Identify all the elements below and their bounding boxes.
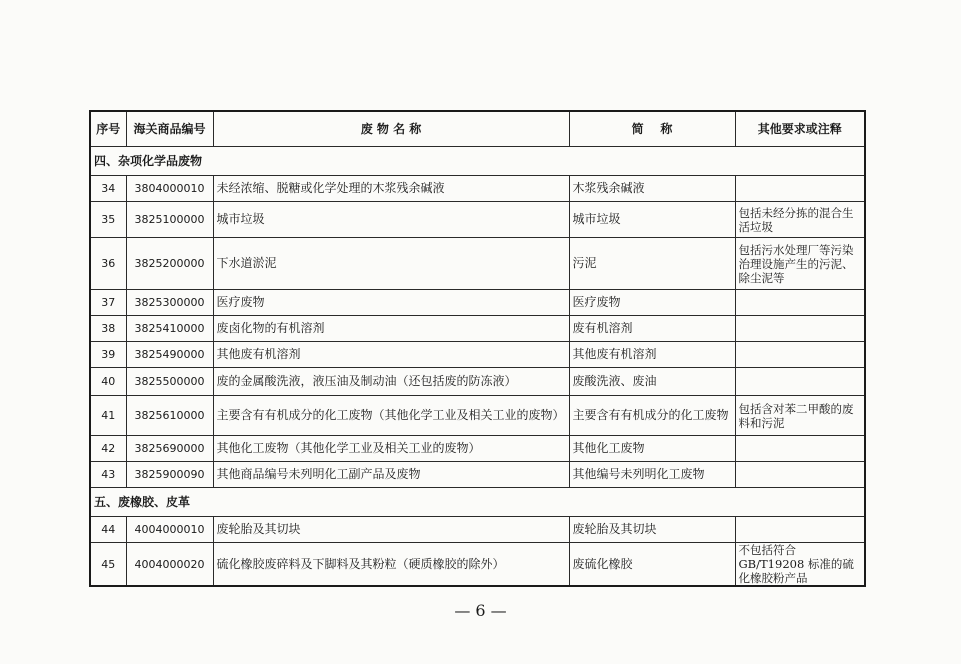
row-number: 44 bbox=[90, 517, 126, 543]
header-note: 其他要求或注释 bbox=[735, 111, 865, 147]
note-cell bbox=[735, 368, 865, 396]
note-cell: 包括污水处理厂等污染治理设施产生的污泥、除尘泥等 bbox=[735, 238, 865, 290]
table-row bbox=[90, 543, 865, 587]
table-row bbox=[90, 238, 865, 290]
note-cell bbox=[735, 517, 865, 543]
row-number: 38 bbox=[90, 316, 126, 342]
table-row bbox=[90, 462, 865, 488]
short-name: 废有机溶剂 bbox=[569, 316, 735, 342]
customs-code: 3804000010 bbox=[126, 176, 213, 202]
customs-code: 3825410000 bbox=[126, 316, 213, 342]
table-row bbox=[90, 396, 865, 436]
table-body bbox=[90, 147, 865, 587]
waste-name: 其他废有机溶剂 bbox=[213, 342, 569, 368]
table-row bbox=[90, 342, 865, 368]
row-number: 39 bbox=[90, 342, 126, 368]
short-name: 其他废有机溶剂 bbox=[569, 342, 735, 368]
customs-code: 3825490000 bbox=[126, 342, 213, 368]
header-code: 海关商品编号 bbox=[126, 111, 213, 147]
row-number: 37 bbox=[90, 290, 126, 316]
waste-name: 其他化工废物（其他化学工业及相关工业的废物） bbox=[213, 436, 569, 462]
short-name: 污泥 bbox=[569, 238, 735, 290]
table-header-row bbox=[90, 111, 865, 147]
customs-code: 3825300000 bbox=[126, 290, 213, 316]
table-row bbox=[90, 176, 865, 202]
row-number: 34 bbox=[90, 176, 126, 202]
section-title: 五、废橡胶、皮革 bbox=[90, 488, 865, 517]
note-cell: 不包括符合 GB/T19208 标准的硫化橡胶粉产品 bbox=[735, 543, 865, 587]
note-cell bbox=[735, 290, 865, 316]
short-name: 其他编号未列明化工废物 bbox=[569, 462, 735, 488]
table-row bbox=[90, 436, 865, 462]
short-name: 其他化工废物 bbox=[569, 436, 735, 462]
waste-name: 下水道淤泥 bbox=[213, 238, 569, 290]
customs-code: 4004000010 bbox=[126, 517, 213, 543]
note-cell bbox=[735, 316, 865, 342]
row-number: 35 bbox=[90, 202, 126, 238]
short-name: 医疗废物 bbox=[569, 290, 735, 316]
customs-code: 3825690000 bbox=[126, 436, 213, 462]
table-row bbox=[90, 202, 865, 238]
table-row bbox=[90, 368, 865, 396]
short-name: 城市垃圾 bbox=[569, 202, 735, 238]
waste-name: 废轮胎及其切块 bbox=[213, 517, 569, 543]
customs-code: 3825200000 bbox=[126, 238, 213, 290]
short-name: 木浆残余碱液 bbox=[569, 176, 735, 202]
table-row bbox=[90, 290, 865, 316]
customs-code: 3825500000 bbox=[126, 368, 213, 396]
row-number: 42 bbox=[90, 436, 126, 462]
row-number: 40 bbox=[90, 368, 126, 396]
waste-name: 城市垃圾 bbox=[213, 202, 569, 238]
note-cell: 包括未经分拣的混合生活垃圾 bbox=[735, 202, 865, 238]
header-no: 序号 bbox=[90, 111, 126, 147]
short-name: 废酸洗液、废油 bbox=[569, 368, 735, 396]
row-number: 41 bbox=[90, 396, 126, 436]
row-number: 36 bbox=[90, 238, 126, 290]
row-number: 43 bbox=[90, 462, 126, 488]
page-number: — 6 — bbox=[454, 601, 507, 620]
section-title: 四、杂项化学品废物 bbox=[90, 147, 865, 176]
note-cell bbox=[735, 436, 865, 462]
table-row bbox=[90, 517, 865, 543]
waste-name: 硫化橡胶废碎料及下脚料及其粉粒（硬质橡胶的除外） bbox=[213, 543, 569, 587]
customs-code: 3825610000 bbox=[126, 396, 213, 436]
waste-catalog-table bbox=[89, 110, 866, 587]
note-cell bbox=[735, 342, 865, 368]
short-name: 废轮胎及其切块 bbox=[569, 517, 735, 543]
header-short: 简 称 bbox=[569, 111, 735, 147]
note-cell bbox=[735, 462, 865, 488]
waste-name: 废卤化物的有机溶剂 bbox=[213, 316, 569, 342]
short-name: 废硫化橡胶 bbox=[569, 543, 735, 587]
waste-name: 废的金属酸洗液，液压油及制动油（还包括废的防冻液） bbox=[213, 368, 569, 396]
row-number: 45 bbox=[90, 543, 126, 587]
customs-code: 3825100000 bbox=[126, 202, 213, 238]
customs-code: 3825900090 bbox=[126, 462, 213, 488]
section-row bbox=[90, 147, 865, 176]
note-cell bbox=[735, 176, 865, 202]
short-name: 主要含有有机成分的化工废物 bbox=[569, 396, 735, 436]
waste-name: 其他商品编号未列明化工副产品及废物 bbox=[213, 462, 569, 488]
waste-name: 主要含有有机成分的化工废物（其他化学工业及相关工业的废物） bbox=[213, 396, 569, 436]
waste-name: 医疗废物 bbox=[213, 290, 569, 316]
waste-name: 未经浓缩、脱糖或化学处理的木浆残余碱液 bbox=[213, 176, 569, 202]
section-row bbox=[90, 488, 865, 517]
customs-code: 4004000020 bbox=[126, 543, 213, 587]
table-row bbox=[90, 316, 865, 342]
note-cell: 包括含对苯二甲酸的废料和污泥 bbox=[735, 396, 865, 436]
header-name: 废 物 名 称 bbox=[213, 111, 569, 147]
